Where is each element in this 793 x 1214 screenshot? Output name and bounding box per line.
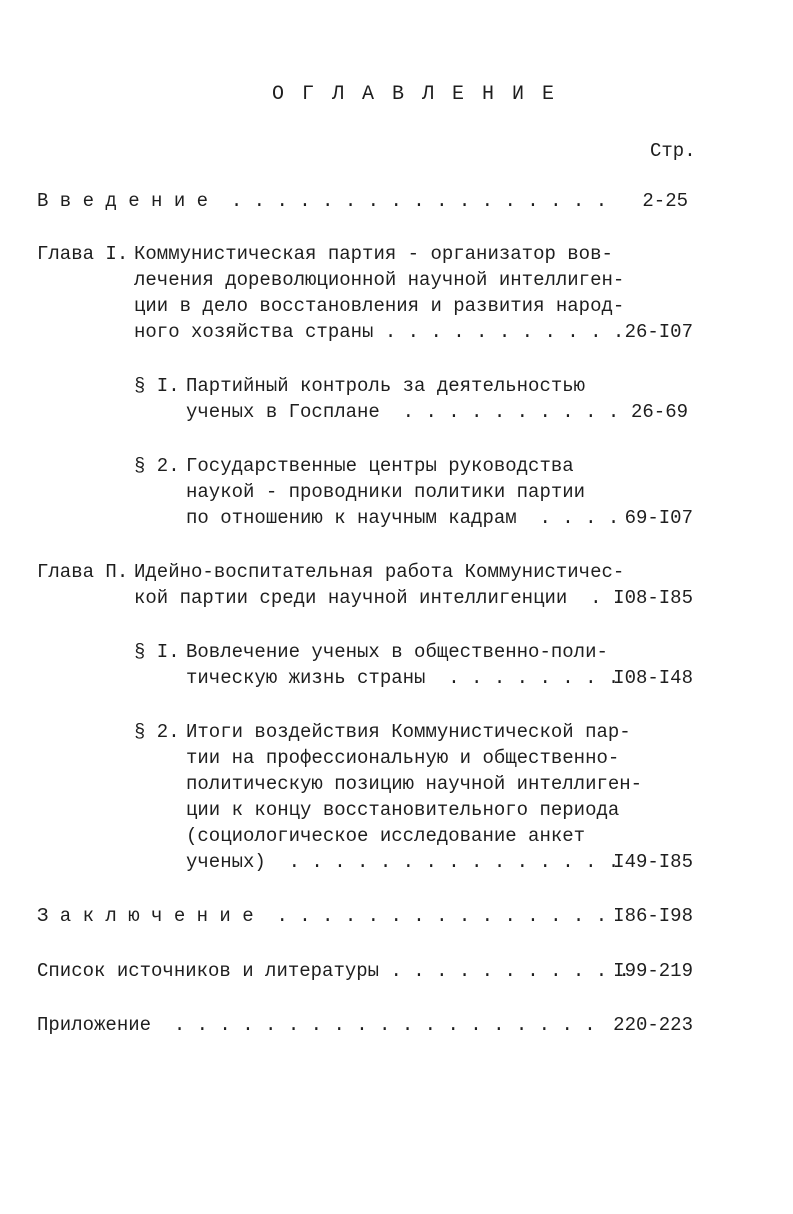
- toc-page-intro: 2-25: [642, 190, 688, 212]
- section-label: § I.: [134, 641, 180, 663]
- toc-page-ch2-s1: I08-I48: [613, 667, 693, 689]
- chapter-title-line: кой партии среди научной интеллигенции . .: [134, 587, 625, 609]
- section-title-line: наукой - проводники политики партии: [186, 481, 586, 503]
- chapter-title-line: ции в дело восстановления и развития народ-: [134, 295, 625, 317]
- toc-page-ch1-s2: 69-I07: [624, 507, 693, 529]
- section-title-line: ученых) . . . . . . . . . . . . . . .: [186, 851, 620, 873]
- section-title-line: политическую позицию научной интеллиген-: [186, 773, 643, 795]
- chapter-title-line: Коммунистическая партия - организатор вов-: [134, 243, 613, 265]
- toc-page-ch2: I08-I85: [613, 587, 693, 609]
- section-title-line: ученых в Госплане . . . . . . . . . .: [186, 401, 620, 423]
- chapter-title-line: Идейно-воспитательная работа Коммунистичес-: [134, 561, 625, 583]
- toc-page-sources: I99-219: [613, 960, 693, 982]
- section-label: § 2.: [134, 721, 180, 743]
- toc-entry-sources: Список источников и литературы . . . . . . . . . . .: [37, 960, 630, 982]
- section-title-line: (социологическое исследование анкет: [186, 825, 586, 847]
- section-title-line: тическую жизнь страны . . . . . . . .: [186, 667, 620, 689]
- toc-page-conclusion: I86-I98: [613, 905, 693, 927]
- section-title-line: Государственные центры руководства: [186, 455, 574, 477]
- section-title-line: ции к концу восстановительного периода: [186, 799, 620, 821]
- toc-entry-intro: В в е д е н и е . . . . . . . . . . . . . . . . .: [37, 190, 608, 212]
- toc-page-appendix: 220-223: [613, 1014, 693, 1036]
- toc-entry-conclusion: З а к л ю ч е н и е . . . . . . . . . . . . . . .: [37, 905, 608, 927]
- chapter-label-1: Глава I.: [37, 243, 129, 265]
- section-title-line: по отношению к научным кадрам . . . .: [186, 507, 620, 529]
- chapter-label-2: Глава П.: [37, 561, 129, 583]
- page-column-label: Стр.: [650, 140, 696, 162]
- section-title-line: Вовлечение ученых в общественно-поли-: [186, 641, 608, 663]
- toc-page-ch1-s1: 26-69: [630, 401, 688, 423]
- section-title-line: Итоги воздействия Коммунистической пар-: [186, 721, 631, 743]
- toc-page-ch1: 26-I07: [624, 321, 693, 343]
- toc-page-ch2-s2: I49-I85: [613, 851, 693, 873]
- section-title-line: Партийный контроль за деятельностью: [186, 375, 586, 397]
- chapter-title-line: ного хозяйства страны . . . . . . . . . . .: [134, 321, 625, 343]
- section-title-line: тии на профессиональную и общественно-: [186, 747, 620, 769]
- chapter-title-line: лечения дореволюционной научной интеллиген-: [134, 269, 625, 291]
- section-label: § I.: [134, 375, 180, 397]
- section-label: § 2.: [134, 455, 180, 477]
- page-title: О Г Л А В Л Е Н И Е: [272, 83, 558, 106]
- toc-entry-appendix: Приложение . . . . . . . . . . . . . . . . . . .: [37, 1014, 596, 1036]
